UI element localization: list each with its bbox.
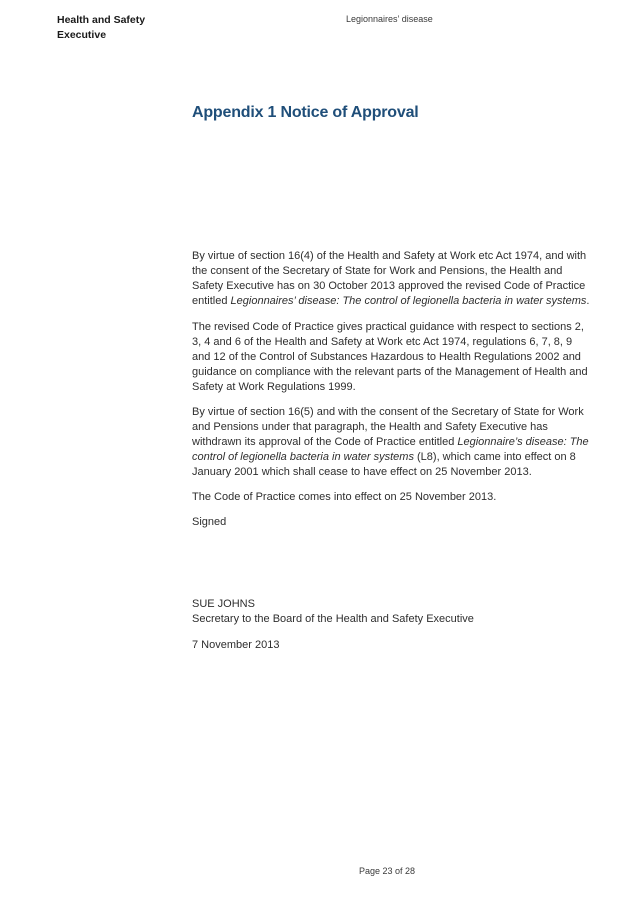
page-number: Page 23 of 28 — [359, 866, 416, 876]
withdrawal-paragraph-text: By virtue of section 16(5) and with the consent of the Secretary of State for Work and Pensions under that paragraph, the Health and Safety Executive has withdrawn its approval of the Code of Practice entitled — [192, 406, 584, 448]
notice-body — [192, 249, 590, 540]
guidance-paragraph: The revised Code of Practice gives practical guidance with respect to sections 2, 3, 4 and 6 of the Health and Safety at Work etc Act 1974, regulations 6, 7, 8, 9 and 12 of the Control of Substances Hazardous to Health Regulations 2002 and guidance on compliance with the relevant parts of the Management of Health and Safety at Work Regulations 1999. — [192, 321, 588, 393]
withdrawal-paragraph-tail: (L8), which came into effect on 8 January 2001 which shall cease to have effect on 25 November 2013. — [192, 451, 576, 478]
signatory-name: SUE JOHNS — [192, 598, 255, 610]
running-header-title: Legionnaires’ disease — [346, 14, 433, 24]
signature-block — [192, 597, 590, 653]
organisation-name-line1: Health and Safety — [57, 14, 146, 26]
page-heading: Appendix 1 Notice of Approval — [192, 104, 419, 121]
signature-date: 7 November 2013 — [192, 639, 280, 651]
approval-paragraph-title: Legionnaires’ disease: The control of legionella bacteria in water systems — [230, 295, 587, 307]
effective-date-paragraph: The Code of Practice comes into effect on 25 November 2013. — [192, 491, 497, 503]
signatory-role: Secretary to the Board of the Health and Safety Executive — [192, 613, 474, 625]
approval-paragraph-text: By virtue of section 16(4) of the Health and Safety at Work etc Act 1974, and with the consent of the Secretary of State for Work and Pensions, the Health and Safety Executive has on 30 October 2013 approved the revised Code of Practice entitled — [192, 250, 587, 307]
withdrawal-paragraph-title: Legionnaire’s disease: The control of legionella bacteria in water systems — [192, 436, 589, 463]
withdrawal-paragraph — [192, 405, 590, 480]
signed-label: Signed — [192, 516, 227, 528]
organisation-name-line2: Executive — [57, 29, 107, 41]
approval-paragraph — [192, 249, 590, 309]
approval-paragraph-tail: . — [586, 295, 590, 307]
organisation-name — [57, 13, 197, 43]
